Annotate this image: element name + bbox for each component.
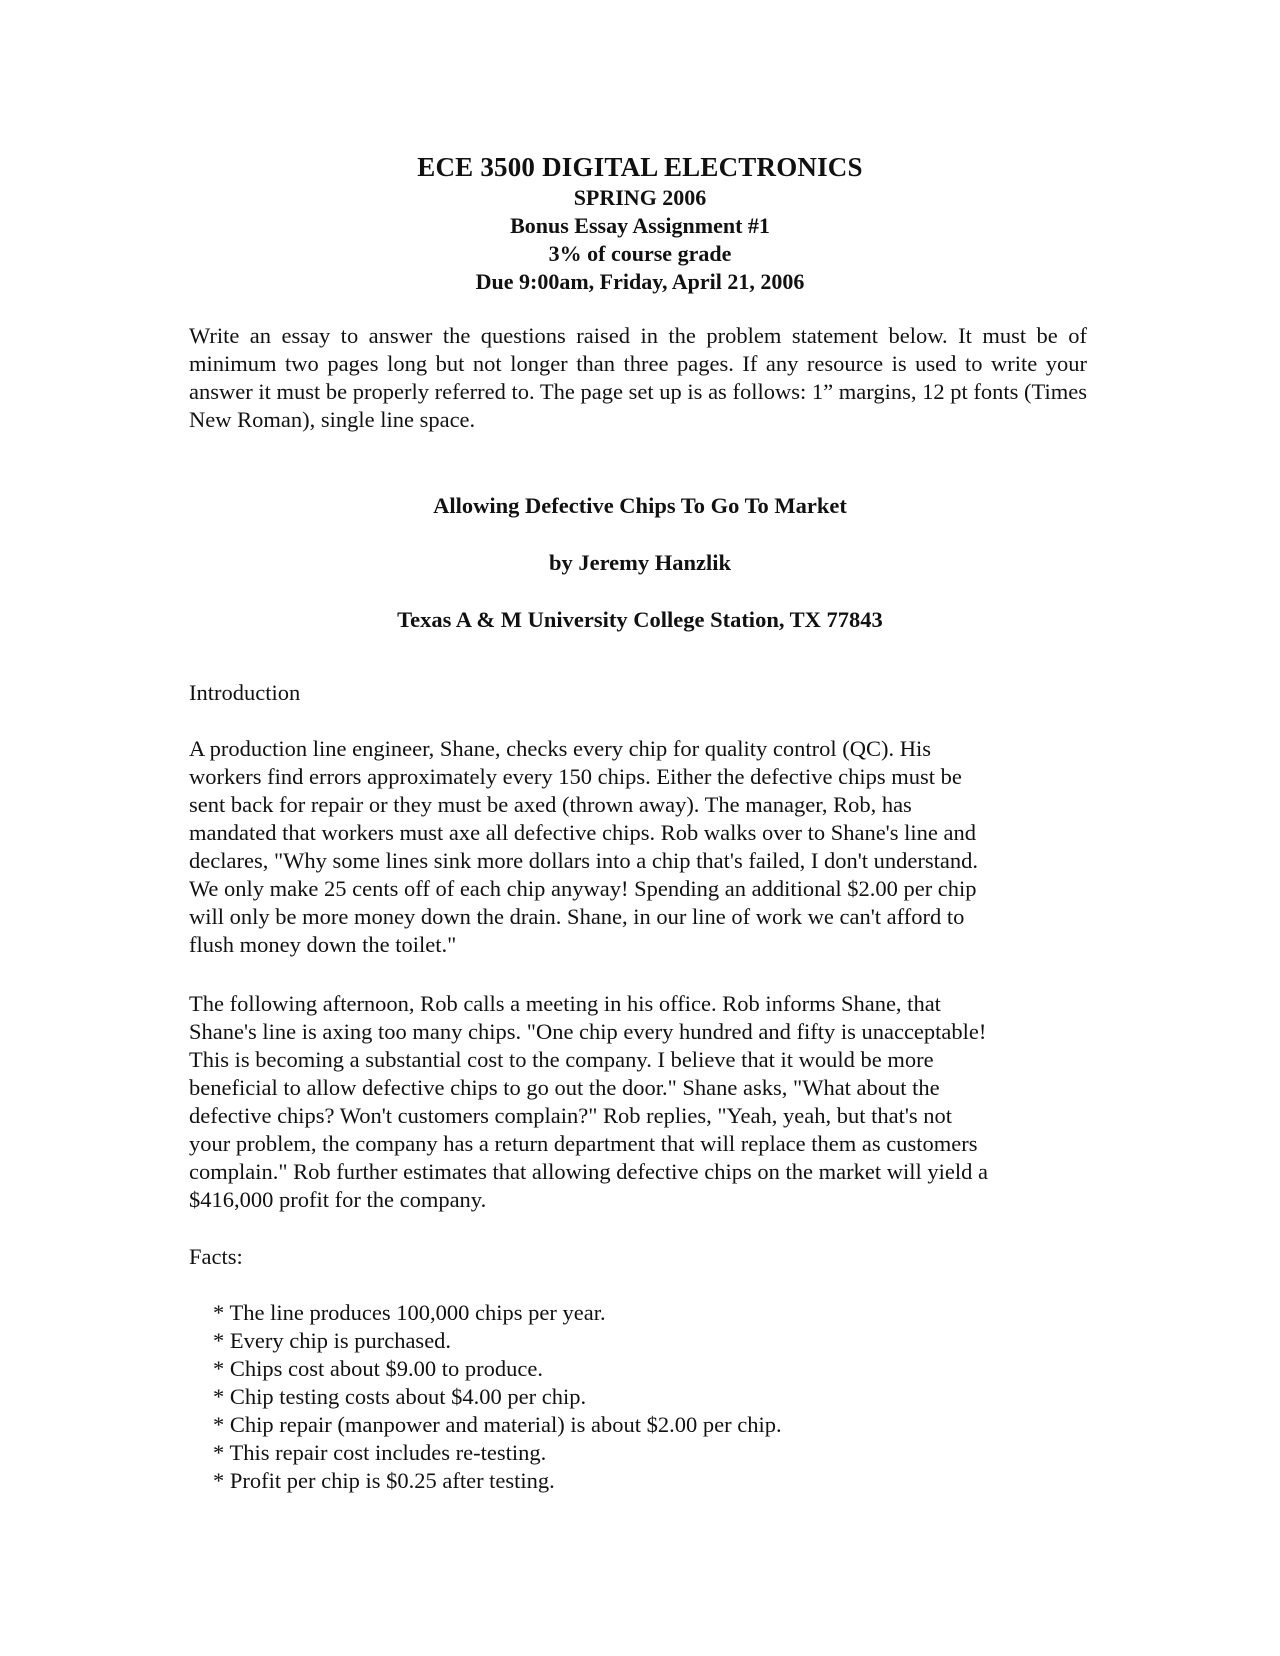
paragraph-line: The following afternoon, Rob calls a meeting in his office. Rob informs Shane, that bbox=[189, 991, 941, 1016]
intro-heading: Introduction bbox=[189, 680, 301, 705]
essay-author: by Jeremy Hanzlik bbox=[548, 550, 732, 575]
paragraph-1 bbox=[189, 735, 1087, 959]
fact-item: * Chip testing costs about $4.00 per chip. bbox=[213, 1384, 587, 1409]
paragraph-line: Shane's line is axing too many chips. "One chip every hundred and fifty is unacceptable! bbox=[189, 1019, 987, 1044]
facts-heading: Facts: bbox=[189, 1244, 243, 1269]
fact-item: * Chip repair (manpower and material) is about $2.00 per chip. bbox=[213, 1412, 782, 1437]
paragraph-line: workers find errors approximately every 150 chips. Either the defective chips must be bbox=[189, 764, 962, 789]
essay-affiliation: Texas A & M University College Station, TX 77843 bbox=[397, 607, 883, 632]
instructions-paragraph: Write an essay to answer the questions raised in the problem statement below. It must be of minimum two pages long but not longer than three pages. If any resource is used to write your answer it must be properly referred to. The page set up is as follows: 1” margins, 12 pt fonts (Times New Roman), single line space. bbox=[189, 323, 1087, 432]
assignment-label: Bonus Essay Assignment #1 bbox=[510, 213, 770, 238]
paragraph-line: defective chips? Won't customers complain?" Rob replies, "Yeah, yeah, but that's not bbox=[189, 1103, 953, 1128]
fact-item: * Chips cost about $9.00 to produce. bbox=[213, 1356, 543, 1381]
paragraph-line: beneficial to allow defective chips to go out the door." Shane asks, "What about the bbox=[189, 1075, 940, 1100]
document-header bbox=[0, 150, 1280, 296]
paragraph-line: declares, "Why some lines sink more dollars into a chip that's failed, I don't understand. bbox=[189, 848, 978, 873]
fact-item: * This repair cost includes re-testing. bbox=[213, 1440, 547, 1465]
paragraph-line: $416,000 profit for the company. bbox=[189, 1187, 487, 1212]
fact-item: * Every chip is purchased. bbox=[213, 1328, 452, 1353]
paragraph-line: A production line engineer, Shane, checks every chip for quality control (QC). His bbox=[189, 736, 932, 761]
fact-item: * Profit per chip is $0.25 after testing. bbox=[213, 1468, 555, 1493]
paragraph-line: We only make 25 cents off of each chip anyway! Spending an additional $2.00 per chip bbox=[189, 876, 977, 901]
paragraph-line: mandated that workers must axe all defective chips. Rob walks over to Shane's line and bbox=[189, 820, 976, 845]
paragraph-line: sent back for repair or they must be axed (thrown away). The manager, Rob, has bbox=[189, 792, 912, 817]
essay-title: Allowing Defective Chips To Go To Market bbox=[433, 493, 847, 518]
paragraph-line: will only be more money down the drain. Shane, in our line of work we can't afford to bbox=[189, 904, 965, 929]
paragraph-line: your problem, the company has a return department that will replace them as customers bbox=[189, 1131, 978, 1156]
facts-list bbox=[213, 1299, 782, 1495]
course-title: ECE 3500 DIGITAL ELECTRONICS bbox=[417, 152, 863, 182]
paragraph-line: flush money down the toilet." bbox=[189, 932, 457, 957]
term-label: SPRING 2006 bbox=[573, 185, 707, 210]
paragraph-line: complain." Rob further estimates that allowing defective chips on the market will yield a bbox=[189, 1159, 988, 1184]
fact-item: * The line produces 100,000 chips per year. bbox=[213, 1300, 606, 1325]
grade-weight: 3% of course grade bbox=[548, 241, 732, 266]
due-date: Due 9:00am, Friday, April 21, 2006 bbox=[475, 269, 805, 294]
paragraph-2 bbox=[189, 990, 1087, 1214]
paragraph-line: This is becoming a substantial cost to the company. I believe that it would be more bbox=[189, 1047, 934, 1072]
